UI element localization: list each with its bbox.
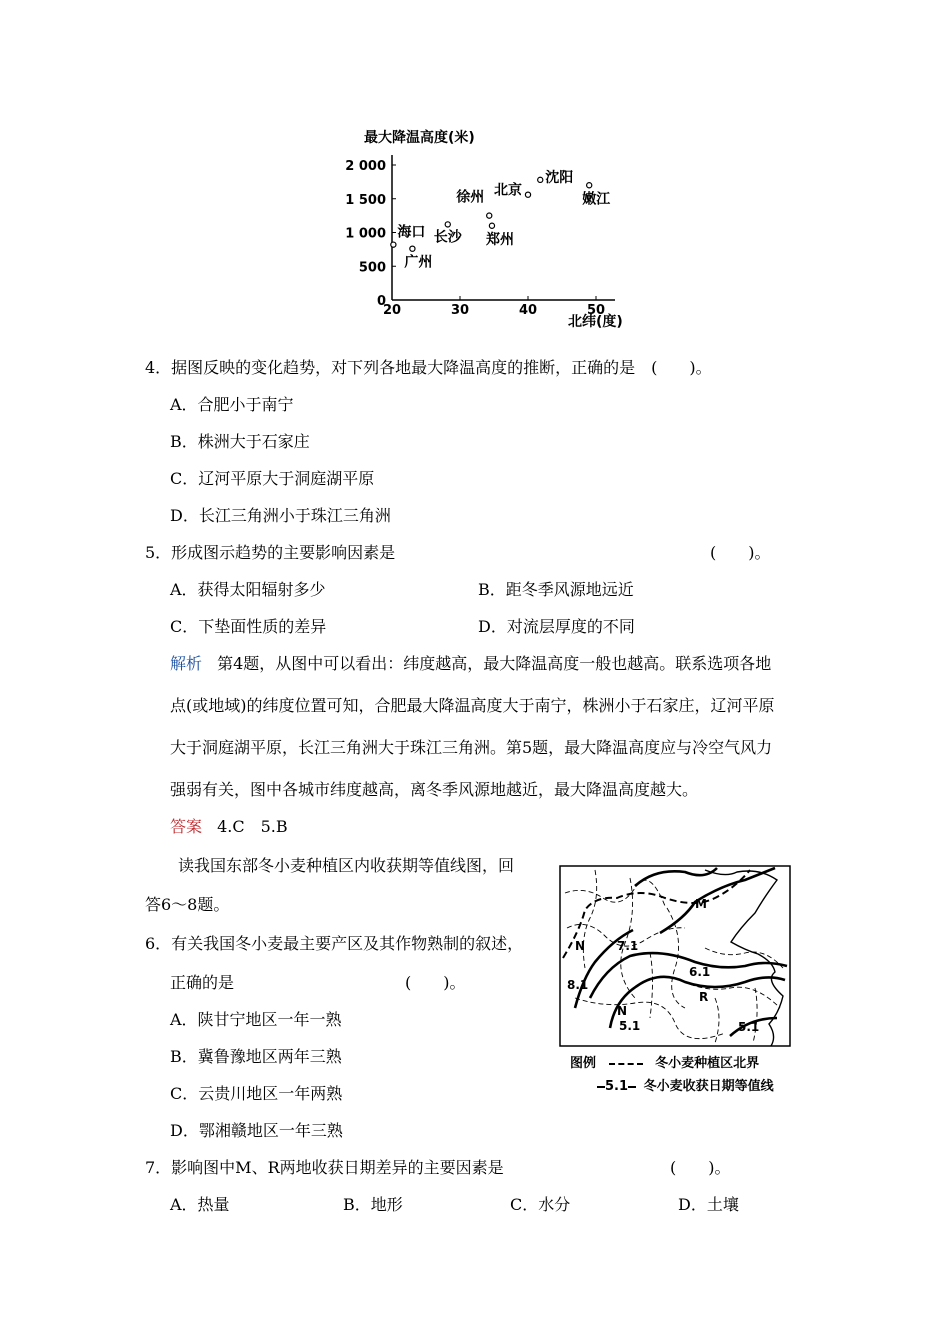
- legend-dash-symbol: [609, 1063, 643, 1065]
- data-point-label: 海口: [397, 224, 426, 241]
- q5-option-d: D．对流层厚度的不同: [478, 617, 635, 636]
- q7-stem: 7．影响图中M、R两地收获日期差异的主要因素是: [145, 1158, 504, 1177]
- legend-title: 图例: [570, 1056, 597, 1071]
- data-point: [525, 192, 530, 197]
- map-legend-row-1: [570, 1052, 759, 1071]
- data-point-label: 嫩江: [582, 191, 611, 208]
- data-point: [410, 246, 415, 251]
- map-label-5-1-left: 5.1: [619, 1019, 641, 1033]
- y-tick-label: 1 500: [345, 192, 386, 208]
- q6-stem-1: 6．有关我国冬小麦最主要产区及其作物熟制的叙述，: [145, 934, 524, 953]
- y-tick-label: 0: [376, 294, 386, 309]
- data-point: [445, 222, 450, 227]
- q6-stem-2: 正确的是: [170, 973, 235, 992]
- q5-option-b: B．距冬季风源地远近: [478, 580, 634, 599]
- q7-option-b: B．地形: [343, 1195, 403, 1214]
- answer-line: [170, 817, 288, 837]
- legend-boundary-label: 冬小麦种植区北界: [655, 1056, 760, 1071]
- latitude-cooling-scatter-chart: [340, 125, 640, 335]
- analysis-line-4: 强弱有关，图中各城市纬度越高，离冬季风源地越近，最大降温高度越大。: [170, 780, 699, 799]
- map-label-6-1: 6.1: [689, 965, 711, 979]
- map-label-r: R: [699, 990, 709, 1004]
- x-tick-label: 20: [382, 303, 402, 318]
- data-point: [489, 223, 494, 228]
- answer-text: 4.C 5.B: [217, 817, 288, 836]
- x-tick-label: 40: [518, 303, 538, 318]
- q5-option-c: C．下垫面性质的差异: [170, 617, 327, 636]
- legend-isoline-symbol: [597, 1086, 605, 1088]
- analysis-line-1: [170, 654, 771, 674]
- q6-option-b: B．冀鲁豫地区两年三熟: [170, 1047, 342, 1066]
- q4-option-d: D．长江三角洲小于珠江三角洲: [170, 506, 391, 525]
- q5-blank: ( )。: [710, 543, 771, 562]
- analysis-text-1: 第4题，从图中可以看出：纬度越高，最大降温高度一般也越高。联系选项各地: [217, 654, 772, 673]
- q6-option-d: D．鄂湘赣地区一年三熟: [170, 1121, 343, 1140]
- data-point: [587, 183, 592, 188]
- q7-blank: ( )。: [670, 1158, 731, 1177]
- q4-option-b: B．株洲大于石家庄: [170, 432, 310, 451]
- data-point-label: 徐州: [456, 189, 485, 206]
- q5-option-a: A．获得太阳辐射多少: [170, 580, 326, 599]
- q4-stem: 4．据图反映的变化趋势，对下列各地最大降温高度的推断，正确的是 ( )。: [145, 358, 712, 377]
- data-point-label: 北京: [494, 182, 522, 199]
- data-points: [391, 169, 611, 271]
- legend-isoline-value: 5.1: [605, 1079, 629, 1094]
- q7-option-c: C．水分: [510, 1195, 571, 1214]
- map-legend-row-2: [597, 1075, 774, 1094]
- analysis-label: 解析: [170, 654, 203, 673]
- q4-option-a: A．合肥小于南宁: [170, 395, 294, 414]
- data-point-label: 沈阳: [545, 169, 574, 186]
- answer-label: 答案: [170, 817, 203, 836]
- map-label-n-lower: N: [617, 1004, 628, 1018]
- q5-stem: 5．形成图示趋势的主要影响因素是: [145, 543, 396, 562]
- q6-option-c: C．云贵川地区一年两熟: [170, 1084, 343, 1103]
- y-axis-title: 最大降温高度(米): [364, 130, 475, 146]
- map-label-8-1: 8.1: [567, 978, 589, 992]
- analysis-line-2: 点(或地域)的纬度位置可知，合肥最大降温高度大于南宁，株洲小于石家庄，辽河平原: [170, 696, 775, 715]
- x-axis-title: 北纬(度): [568, 314, 623, 330]
- intro-line-2: 答6～8题。: [145, 895, 230, 914]
- data-point-label: 郑州: [485, 231, 514, 248]
- q6-option-a: A．陕甘宁地区一年一熟: [170, 1010, 342, 1029]
- map-label-7-1: 7.1: [617, 939, 639, 953]
- analysis-line-3: 大于洞庭湖平原，长江三角洲大于珠江三角洲。第5题，最大降温高度应与冷空气风力: [170, 738, 773, 757]
- data-point-label: 长沙: [433, 229, 462, 246]
- q4-option-c: C．辽河平原大于洞庭湖平原: [170, 469, 375, 488]
- wheat-harvest-isoline-map: [555, 858, 795, 1050]
- y-tick-label: 1 000: [345, 226, 386, 242]
- map-label-m: M: [695, 897, 707, 911]
- data-point: [391, 242, 396, 247]
- x-tick-label: 30: [450, 303, 470, 318]
- legend-isoline-symbol-end: [628, 1086, 636, 1088]
- data-point: [538, 177, 543, 182]
- intro-line-1: 读我国东部冬小麦种植区内收获期等值线图，回: [178, 856, 515, 875]
- map-label-n-upper: N: [575, 939, 586, 953]
- y-tick-label: 2 000: [345, 159, 386, 174]
- q7-option-d: D．土壤: [678, 1195, 739, 1214]
- data-point: [487, 213, 492, 218]
- y-tick-label: 500: [358, 260, 386, 276]
- q7-option-a: A．热量: [170, 1195, 230, 1214]
- map-label-5-1-right: 5.1: [738, 1020, 760, 1034]
- q6-blank: ( )。: [405, 973, 466, 992]
- data-point-label: 广州: [404, 254, 433, 271]
- legend-isoline-label: 冬小麦收获日期等值线: [643, 1079, 774, 1094]
- x-tick-label: 50: [586, 303, 606, 318]
